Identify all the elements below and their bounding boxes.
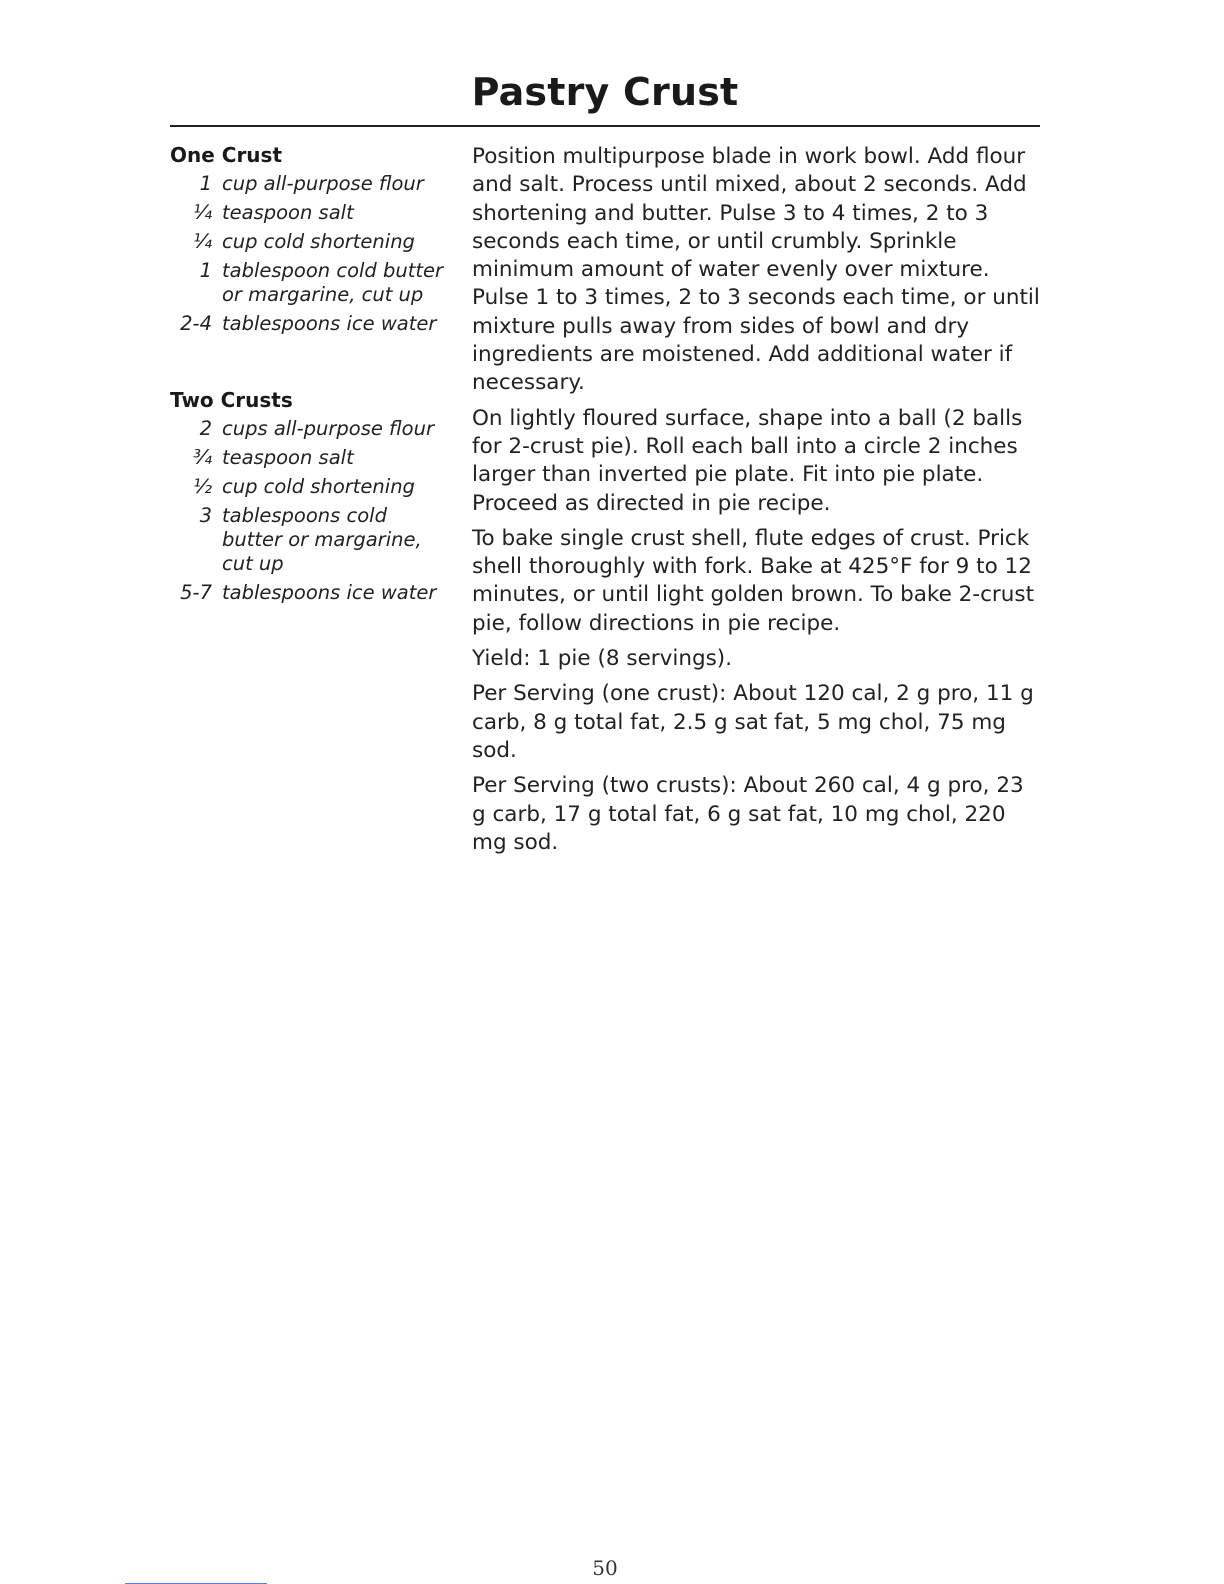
ingredient-item	[170, 446, 450, 470]
ingredient-desc: cup cold shortening	[222, 475, 415, 498]
ingredient-item	[170, 201, 450, 225]
ingredient-desc: tablespoons ice water	[222, 581, 437, 604]
ingredient-desc: cup cold shortening	[222, 230, 415, 253]
directions-baking: To bake single crust shell, flute edges of crust. Prick shell thoroughly with fork. Bake at 425°F for 9 to 12 minutes, or until light golden brown. To bake 2-crust pie, follow directions in pie recipe.	[472, 525, 1035, 636]
nutrition-two-crusts: Per Serving (two crusts): About 260 cal, 4 g pro, 23 g carb, 17 g total fat, 6 g sat fat, 10 mg chol, 220 mg sod.	[472, 773, 1024, 855]
ingredient-item	[170, 230, 450, 254]
ingredient-item	[170, 172, 450, 196]
ingredient-desc: teaspoon salt	[222, 201, 354, 224]
page-title: Pastry Crust	[471, 70, 739, 114]
one-crust-section	[170, 143, 450, 336]
title-divider	[170, 125, 1040, 127]
ingredient-qty: ¼	[193, 230, 212, 253]
ingredient-desc: cups all-purpose flour	[222, 417, 434, 440]
ingredient-desc: tablespoons cold butter or margarine, cut up	[222, 504, 422, 575]
ingredient-qty: ¾	[193, 446, 212, 469]
two-crusts-section	[170, 388, 450, 605]
ingredient-qty: 1	[199, 259, 212, 282]
two-crusts-heading: Two Crusts	[170, 388, 293, 412]
ingredient-desc: tablespoons ice water	[222, 312, 437, 335]
directions-mixing: Position multipurpose blade in work bowl. Add flour and salt. Process until mixed, about 2 seconds. Add shortening and butter. Pulse 3 to 4 times, 2 to 3 seconds each time, or until crumbly. Sprinkle minimum amount of water evenly over mixture. Pulse 1 to 3 times, 2 to 3 seconds each time, or until mixture pulls away from sides of bowl and dry ingredients are moistened. Add additional water if necessary.	[472, 144, 1040, 396]
ingredient-item	[170, 581, 450, 605]
ingredient-item	[170, 475, 450, 499]
ingredient-qty: 1	[199, 172, 212, 195]
ingredient-qty: 3	[199, 504, 212, 527]
directions-rolling: On lightly floured surface, shape into a ball (2 balls for 2-crust pie). Roll each ball into a circle 2 inches larger than inverted pie plate. Fit into pie plate. Proceed as directed in pie recipe.	[472, 405, 1023, 516]
ingredients-column	[170, 143, 450, 605]
directions-column	[472, 143, 1044, 864]
ingredient-desc: tablespoon cold butter or margarine, cut up	[222, 259, 444, 306]
nutrition-one-crust: Per Serving (one crust): About 120 cal, 2 g pro, 11 g carb, 8 g total fat, 2.5 g sat fat, 5 mg chol, 75 mg sod.	[472, 681, 1034, 763]
ingredient-item	[170, 259, 450, 307]
ingredient-qty: 2-4	[180, 312, 212, 335]
ingredient-item	[170, 312, 450, 336]
ingredient-item	[170, 504, 450, 576]
ingredient-item	[170, 417, 450, 441]
ingredient-qty: 5-7	[180, 581, 212, 604]
ingredient-qty: ½	[193, 475, 212, 498]
ingredient-qty: ¼	[193, 201, 212, 224]
one-crust-heading: One Crust	[170, 143, 283, 167]
page-number: 50	[592, 1556, 618, 1580]
ingredient-qty: 2	[199, 417, 212, 440]
yield-text: Yield: 1 pie (8 servings).	[472, 646, 733, 672]
ingredient-desc: teaspoon salt	[222, 446, 354, 469]
ingredient-desc: cup all-purpose flour	[222, 172, 424, 195]
